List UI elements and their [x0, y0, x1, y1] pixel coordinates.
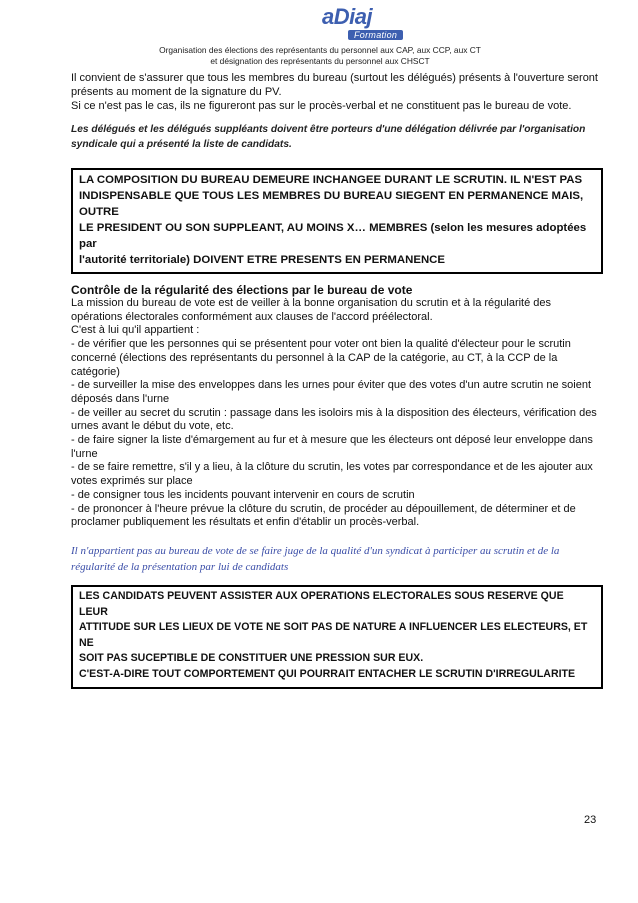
intro-paragraph-1: Il convient de s'assurer que tous les membres du bureau (surtout les délégués) présents à l'ouverture seront présents au moment de la signature du PV. — [71, 72, 598, 98]
section-paragraph-2: C'est à lui qu'il appartient : — [71, 324, 200, 337]
page-header — [80, 45, 560, 67]
box2-line-1: LES CANDIDATS PEUVENT ASSISTER AUX OPERATIONS ELECTORALES SOUS RESERVE QUE LEUR — [79, 589, 564, 618]
box1-line-4: l'autorité territoriale) DOIVENT ETRE PRESENTS EN PERMANENCE — [79, 254, 446, 266]
section-title: Contrôle de la régularité des élections par le bureau de vote — [71, 283, 413, 297]
logo-wordmark: aDiaj — [322, 4, 373, 29]
logo — [322, 4, 398, 44]
box2-line-2: ATTITUDE SUR LES LIEUX DE VOTE NE SOIT PAS DE NATURE A INFLUENCER LES ELECTEURS, ET NE — [79, 621, 588, 649]
list-item: - de faire signer la liste d'émargement au fur et à mesure que les électeurs ont déposé leur enveloppe dans l'urne — [71, 434, 593, 460]
box1-line-3: LE PRESIDENT OU SON SUPPLEANT, AU MOINS X… MEMBRES (selon les mesures adoptées par — [79, 222, 587, 250]
list-item: - de vérifier que les personnes qui se présentent pour voter ont bien la qualité d'électeur pour le scrutin concerné (élections des représentants du personnel à la CAP de la catégorie, au CT, à la CCP de la catégorie) — [71, 338, 571, 378]
bureau-composition-box — [71, 168, 603, 274]
syndicate-note: Il n'appartient pas au bureau de vote de se faire juge de la qualité d'un syndicat à participer au scrutin et de la régularité de la présentation par lui de candidats — [71, 544, 560, 573]
logo-tagline: Formation — [348, 30, 403, 40]
page-number: 23 — [584, 814, 597, 826]
list-item: - de se faire remettre, s'il y a lieu, à la clôture du scrutin, les votes par correspondance et de les ajouter aux votes exprimés sur place — [71, 461, 593, 488]
list-item: - de consigner tous les incidents pouvant intervenir en cours de scrutin — [71, 488, 415, 501]
delegation-note: Les délégués et les délégués suppléants doivent être porteurs d'une délégation délivrée par l'organisation syndicale qui a présenté la liste de candidats. — [71, 124, 586, 150]
box2-line-3: SOIT PAS SUCEPTIBLE DE CONSTITUER UNE PRESSION SUR EUX. — [79, 652, 424, 665]
box1-line-1: LA COMPOSITION DU BUREAU DEMEURE INCHANGEE DURANT LE SCRUTIN. IL N'EST PAS — [79, 174, 583, 186]
candidates-box — [71, 585, 603, 689]
box2-line-4: C'EST-A-DIRE TOUT COMPORTEMENT QUI POURRAIT ENTACHER LE SCRUTIN D'IRREGULARITE — [79, 667, 576, 680]
page-content — [71, 71, 603, 689]
header-line-1: Organisation des élections des représentants du personnel aux CAP, aux CCP, aux CT — [159, 45, 481, 55]
list-item: - de veiller au secret du scrutin : passage dans les isoloirs mis à la disposition des électeurs, vérification des urnes avant le début du vote, etc. — [71, 406, 597, 433]
box1-line-2: INDISPENSABLE QUE TOUS LES MEMBRES DU BUREAU SIEGENT EN PERMANENCE MAIS, OUTRE — [79, 190, 584, 218]
intro-paragraph-2: Si ce n'est pas le cas, ils ne figureront pas sur le procès-verbal et ne constituent pas le bureau de vote. — [71, 100, 572, 112]
header-line-2: et désignation des représentants du personnel aux CHSCT — [210, 56, 430, 66]
list-item: - de prononcer à l'heure prévue la clôture du scrutin, de procéder au dépouillement, de déterminer et de proclamer publiquement les résultats et enfin d'établir un procès-verbal. — [71, 502, 576, 529]
list-item: - de surveiller la mise des enveloppes dans les urnes pour éviter que des votes d'un autre scrutin ne soient déposés dans l'urne — [71, 379, 592, 405]
section-paragraph-1: La mission du bureau de vote est de veiller à la bonne organisation du scrutin et à la régularité des opérations électorales conformément aux clauses de l'accord préélectoral. — [71, 297, 552, 323]
